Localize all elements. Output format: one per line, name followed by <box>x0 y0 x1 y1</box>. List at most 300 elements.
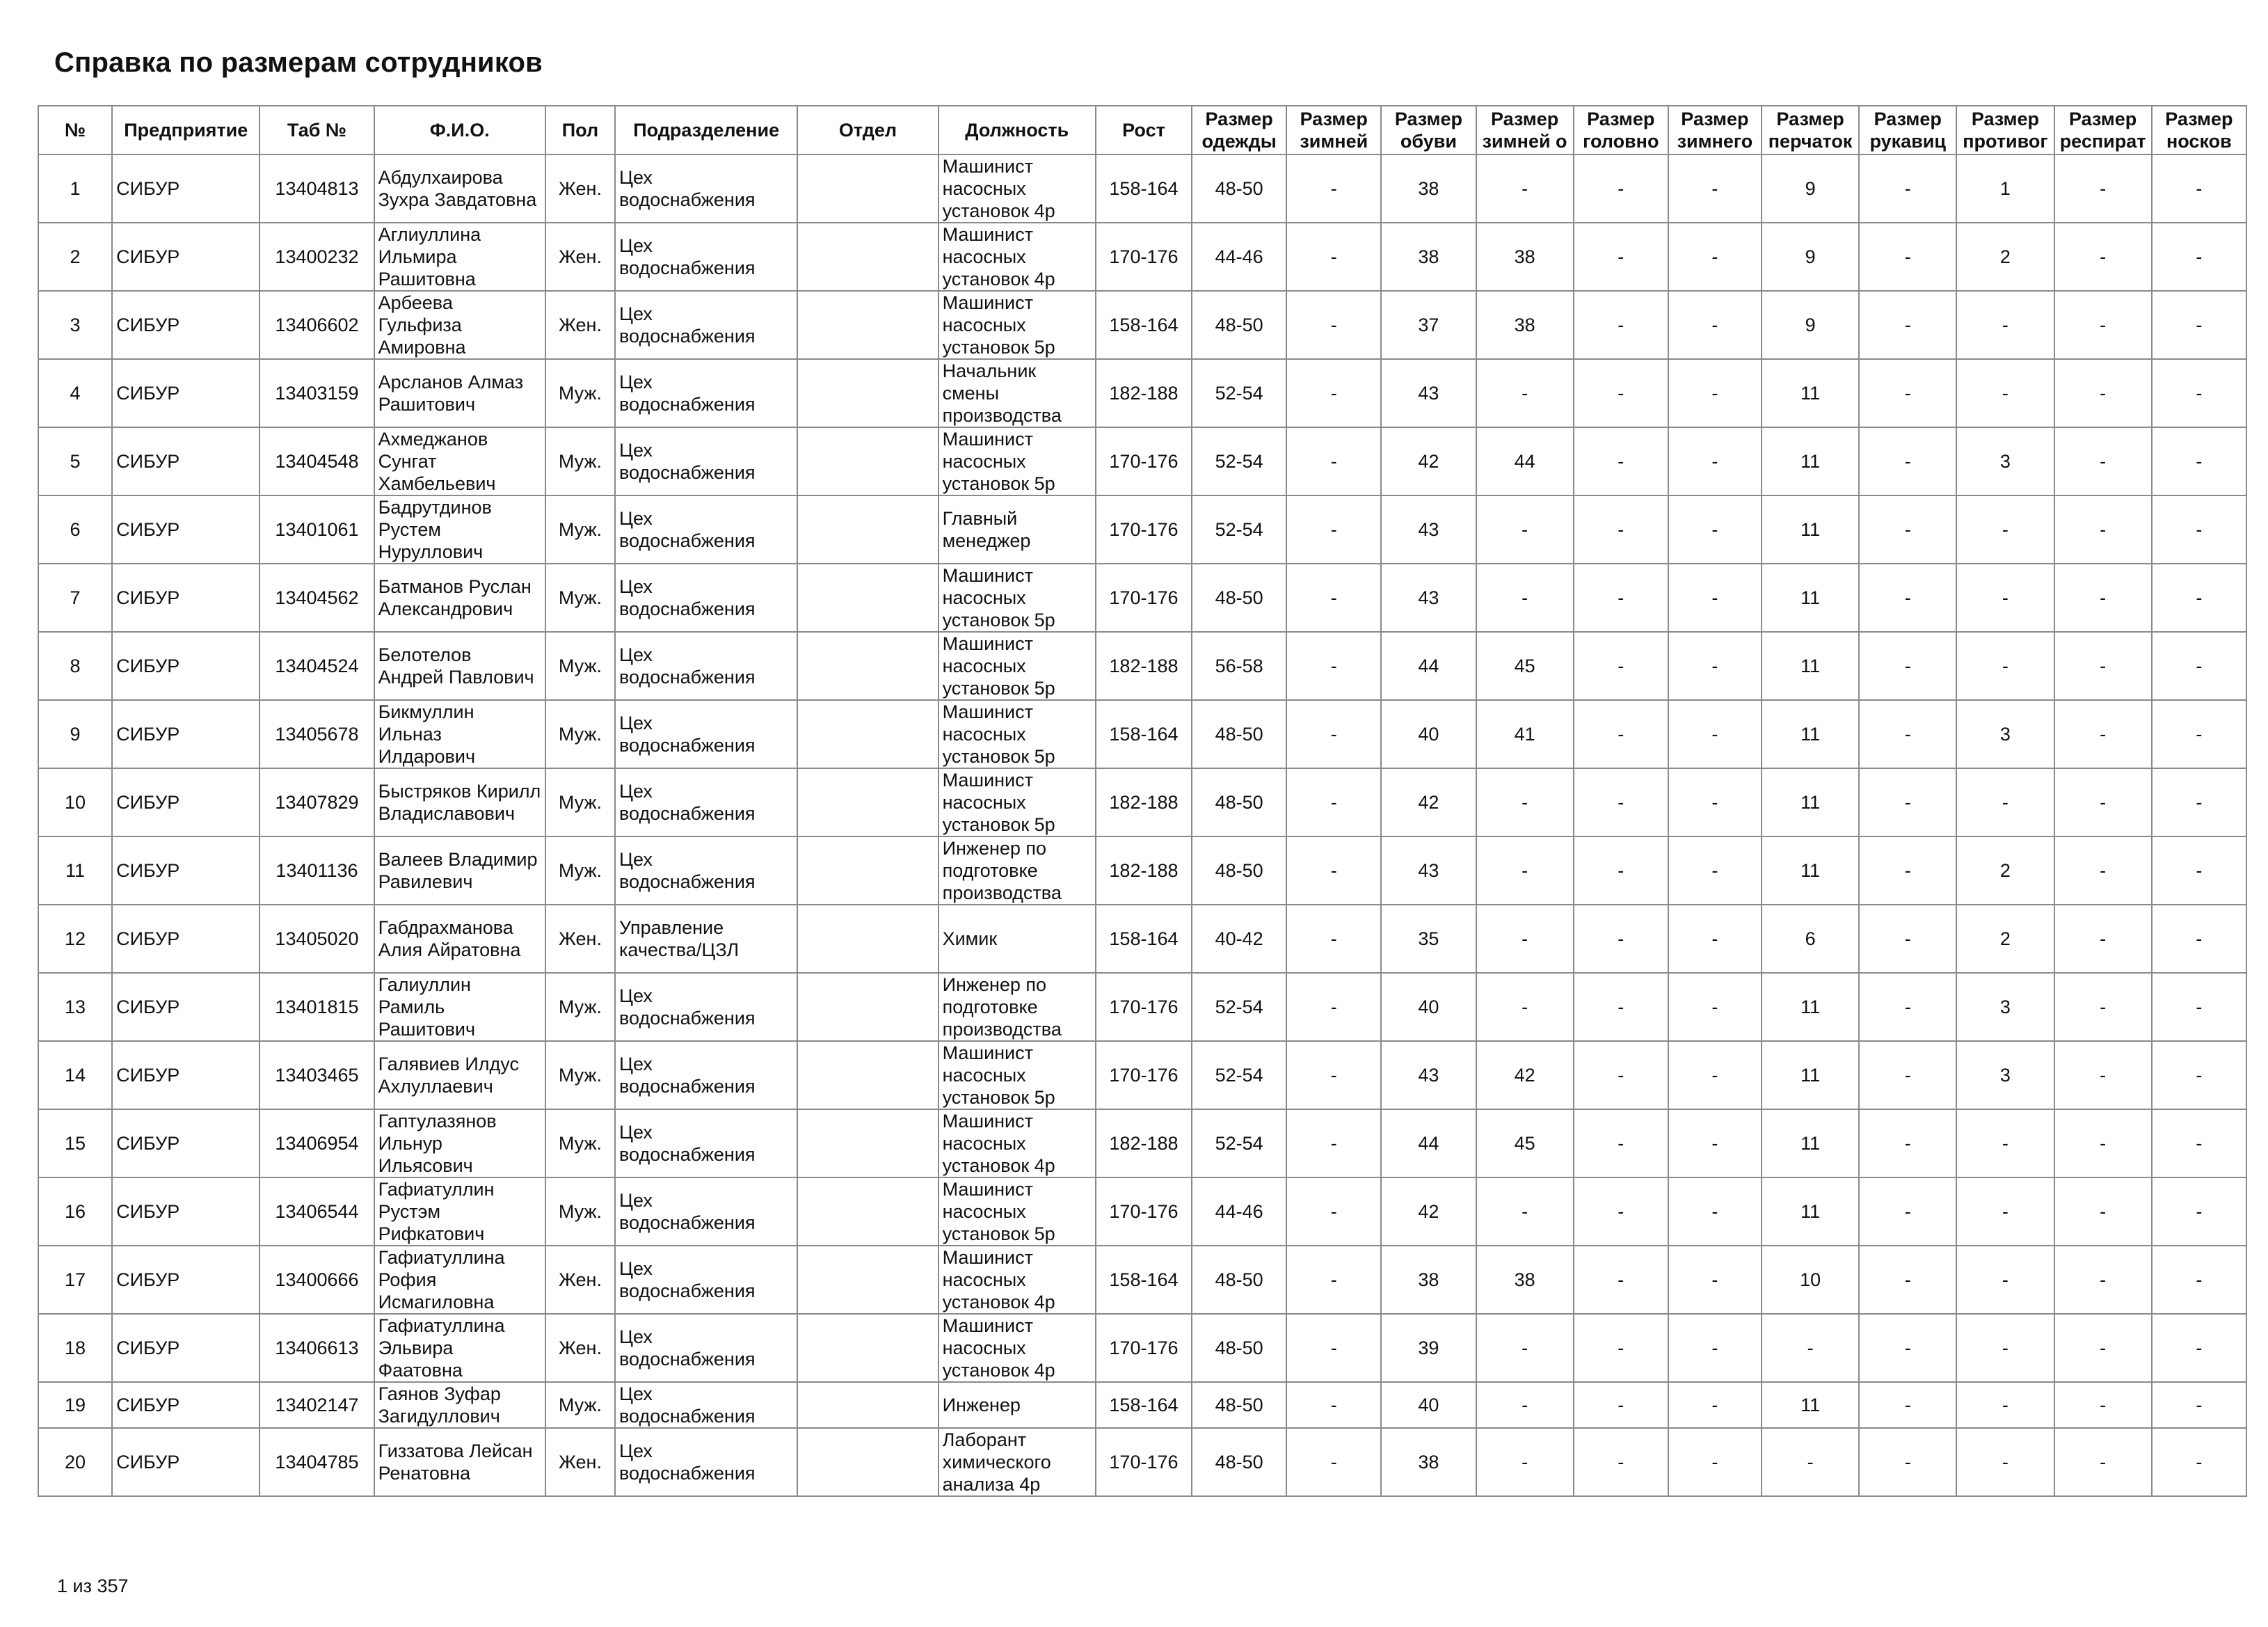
headwear-size-cell: - <box>1574 768 1668 836</box>
gas-mask-size-cell: - <box>1956 495 2054 564</box>
winter-hat-size-cell: - <box>1668 905 1762 973</box>
gas-mask-size-cell: - <box>1956 1314 2054 1382</box>
table-row <box>38 632 2246 700</box>
sex-cell: Муж. <box>545 1382 615 1428</box>
socks-size-cell: - <box>2152 1314 2246 1382</box>
gloves-size-cell: 9 <box>1762 291 1859 359</box>
headwear-size-cell: - <box>1574 427 1668 495</box>
section-cell <box>797 223 938 291</box>
position-cell: Машинист насосных установок 5р <box>939 768 1096 836</box>
socks-size-header: Размер носков <box>2152 106 2246 154</box>
height-cell: 170-176 <box>1096 1428 1192 1496</box>
height-header: Рост <box>1096 106 1192 154</box>
winter-shoe-size-cell: - <box>1476 973 1574 1041</box>
position-cell: Машинист насосных установок 5р <box>939 564 1096 632</box>
row-number-cell: 17 <box>38 1246 112 1314</box>
section-cell <box>797 154 938 223</box>
shoe-size-cell: 43 <box>1381 836 1476 905</box>
clothing-size-cell: 52-54 <box>1192 427 1286 495</box>
section-cell <box>797 1177 938 1246</box>
mittens-size-cell: - <box>1859 359 1956 427</box>
winter-clothing-size-cell: - <box>1286 1382 1381 1428</box>
clothing-size-cell: 48-50 <box>1192 564 1286 632</box>
enterprise-cell: СИБУР <box>112 359 259 427</box>
tab-number-cell: 13400232 <box>259 223 374 291</box>
height-cell: 170-176 <box>1096 1314 1192 1382</box>
full-name-cell: Гаптулазянов Ильнур Ильясович <box>374 1109 545 1177</box>
enterprise-cell: СИБУР <box>112 427 259 495</box>
tab-number-cell: 13401136 <box>259 836 374 905</box>
table-row <box>38 427 2246 495</box>
position-cell: Главный менеджер <box>939 495 1096 564</box>
clothing-size-cell: 52-54 <box>1192 495 1286 564</box>
position-cell: Машинист насосных установок 5р <box>939 632 1096 700</box>
shoe-size-cell: 43 <box>1381 1041 1476 1109</box>
winter-clothing-size-cell: - <box>1286 700 1381 768</box>
section-cell <box>797 359 938 427</box>
enterprise-cell: СИБУР <box>112 1177 259 1246</box>
respirator-size-cell: - <box>2054 1177 2152 1246</box>
table-row <box>38 836 2246 905</box>
table-row <box>38 905 2246 973</box>
row-number-cell: 5 <box>38 427 112 495</box>
division-cell: Цех водоснабжения <box>615 1109 797 1177</box>
winter-clothing-size-cell: - <box>1286 154 1381 223</box>
division-header: Подразделение <box>615 106 797 154</box>
winter-shoe-size-cell: 45 <box>1476 632 1574 700</box>
shoe-size-cell: 44 <box>1381 632 1476 700</box>
tab-number-cell: 13400666 <box>259 1246 374 1314</box>
division-cell: Цех водоснабжения <box>615 1041 797 1109</box>
gloves-size-cell: 11 <box>1762 632 1859 700</box>
tab-number-cell: 13401815 <box>259 973 374 1041</box>
row-number-cell: 10 <box>38 768 112 836</box>
height-cell: 158-164 <box>1096 291 1192 359</box>
mittens-size-cell: - <box>1859 1314 1956 1382</box>
respirator-size-cell: - <box>2054 427 2152 495</box>
socks-size-cell: - <box>2152 700 2246 768</box>
division-cell: Цех водоснабжения <box>615 564 797 632</box>
clothing-size-cell: 48-50 <box>1192 154 1286 223</box>
division-cell: Цех водоснабжения <box>615 768 797 836</box>
position-cell: Машинист насосных установок 4р <box>939 1246 1096 1314</box>
sex-cell: Муж. <box>545 427 615 495</box>
sex-cell: Жен. <box>545 1246 615 1314</box>
mittens-size-cell: - <box>1859 291 1956 359</box>
gloves-size-cell: 11 <box>1762 768 1859 836</box>
table-row <box>38 291 2246 359</box>
winter-clothing-size-cell: - <box>1286 1314 1381 1382</box>
headwear-size-cell: - <box>1574 1109 1668 1177</box>
winter-clothing-size-cell: - <box>1286 359 1381 427</box>
socks-size-cell: - <box>2152 154 2246 223</box>
winter-shoe-size-cell: - <box>1476 564 1574 632</box>
section-cell <box>797 564 938 632</box>
table-row <box>38 768 2246 836</box>
tab-number-cell: 13404562 <box>259 564 374 632</box>
position-cell: Машинист насосных установок 5р <box>939 1177 1096 1246</box>
section-cell <box>797 1314 938 1382</box>
gloves-size-cell: 11 <box>1762 1109 1859 1177</box>
headwear-size-cell: - <box>1574 1314 1668 1382</box>
winter-hat-size-header: Размер зимнего <box>1668 106 1762 154</box>
winter-shoe-size-cell: - <box>1476 1314 1574 1382</box>
position-cell: Машинист насосных установок 5р <box>939 1041 1096 1109</box>
winter-shoe-size-cell: - <box>1476 1177 1574 1246</box>
shoe-size-cell: 42 <box>1381 1177 1476 1246</box>
clothing-size-cell: 52-54 <box>1192 1109 1286 1177</box>
position-cell: Начальник смены производства <box>939 359 1096 427</box>
winter-clothing-size-cell: - <box>1286 1428 1381 1496</box>
row-number-cell: 15 <box>38 1109 112 1177</box>
mittens-size-cell: - <box>1859 1109 1956 1177</box>
division-cell: Цех водоснабжения <box>615 1428 797 1496</box>
socks-size-cell: - <box>2152 1428 2246 1496</box>
respirator-size-cell: - <box>2054 1314 2152 1382</box>
respirator-size-header: Размер респират <box>2054 106 2152 154</box>
division-cell: Цех водоснабжения <box>615 427 797 495</box>
gas-mask-size-cell: - <box>1956 1177 2054 1246</box>
gloves-size-cell: 11 <box>1762 1041 1859 1109</box>
clothing-size-cell: 40-42 <box>1192 905 1286 973</box>
socks-size-cell: - <box>2152 1109 2246 1177</box>
height-cell: 158-164 <box>1096 1246 1192 1314</box>
mittens-size-cell: - <box>1859 836 1956 905</box>
clothing-size-cell: 48-50 <box>1192 1382 1286 1428</box>
full-name-cell: Арбеева Гульфиза Амировна <box>374 291 545 359</box>
socks-size-cell: - <box>2152 291 2246 359</box>
sex-cell: Муж. <box>545 836 615 905</box>
table-row <box>38 1109 2246 1177</box>
position-cell: Инженер по подготовке производства <box>939 973 1096 1041</box>
winter-hat-size-cell: - <box>1668 359 1762 427</box>
gloves-size-cell: 11 <box>1762 564 1859 632</box>
sex-cell: Жен. <box>545 291 615 359</box>
gloves-size-cell: 11 <box>1762 836 1859 905</box>
enterprise-cell: СИБУР <box>112 973 259 1041</box>
enterprise-cell: СИБУР <box>112 1109 259 1177</box>
mittens-size-header: Размер рукавиц <box>1859 106 1956 154</box>
full-name-cell: Батманов Руслан Александрович <box>374 564 545 632</box>
gas-mask-size-cell: - <box>1956 291 2054 359</box>
respirator-size-cell: - <box>2054 768 2152 836</box>
winter-clothing-size-cell: - <box>1286 223 1381 291</box>
winter-shoe-size-cell: - <box>1476 154 1574 223</box>
clothing-size-cell: 48-50 <box>1192 1246 1286 1314</box>
position-cell: Машинист насосных установок 4р <box>939 1314 1096 1382</box>
table-row <box>38 154 2246 223</box>
height-cell: 170-176 <box>1096 495 1192 564</box>
tab-number-cell: 13404813 <box>259 154 374 223</box>
mittens-size-cell: - <box>1859 1382 1956 1428</box>
respirator-size-cell: - <box>2054 700 2152 768</box>
sex-cell: Жен. <box>545 905 615 973</box>
gas-mask-size-cell: 1 <box>1956 154 2054 223</box>
height-cell: 170-176 <box>1096 1041 1192 1109</box>
division-cell: Цех водоснабжения <box>615 973 797 1041</box>
table-row <box>38 564 2246 632</box>
winter-hat-size-cell: - <box>1668 1314 1762 1382</box>
full-name-cell: Арсланов Алмаз Рашитович <box>374 359 545 427</box>
socks-size-cell: - <box>2152 1246 2246 1314</box>
winter-hat-size-cell: - <box>1668 223 1762 291</box>
position-cell: Машинист насосных установок 5р <box>939 700 1096 768</box>
tab-number-cell: 13404548 <box>259 427 374 495</box>
table-row <box>38 359 2246 427</box>
winter-hat-size-cell: - <box>1668 768 1762 836</box>
enterprise-cell: СИБУР <box>112 700 259 768</box>
mittens-size-cell: - <box>1859 1177 1956 1246</box>
winter-clothing-size-cell: - <box>1286 768 1381 836</box>
winter-hat-size-cell: - <box>1668 1109 1762 1177</box>
winter-shoe-size-cell: 38 <box>1476 223 1574 291</box>
headwear-size-cell: - <box>1574 359 1668 427</box>
clothing-size-cell: 52-54 <box>1192 1041 1286 1109</box>
full-name-cell: Гафиатуллин Рустэм Рифкатович <box>374 1177 545 1246</box>
winter-shoe-size-cell: 41 <box>1476 700 1574 768</box>
sex-cell: Муж. <box>545 632 615 700</box>
enterprise-cell: СИБУР <box>112 1041 259 1109</box>
respirator-size-cell: - <box>2054 836 2152 905</box>
height-cell: 158-164 <box>1096 905 1192 973</box>
mittens-size-cell: - <box>1859 564 1956 632</box>
winter-clothing-size-cell: - <box>1286 1246 1381 1314</box>
shoe-size-header: Размер обуви <box>1381 106 1476 154</box>
full-name-header: Ф.И.О. <box>374 106 545 154</box>
tab-number-cell: 13401061 <box>259 495 374 564</box>
enterprise-cell: СИБУР <box>112 154 259 223</box>
gloves-size-cell: 11 <box>1762 973 1859 1041</box>
winter-shoe-size-cell: - <box>1476 836 1574 905</box>
winter-shoe-size-cell: - <box>1476 359 1574 427</box>
shoe-size-cell: 38 <box>1381 154 1476 223</box>
winter-clothing-size-cell: - <box>1286 836 1381 905</box>
position-cell: Инженер <box>939 1382 1096 1428</box>
headwear-size-cell: - <box>1574 1177 1668 1246</box>
winter-clothing-size-cell: - <box>1286 1177 1381 1246</box>
division-cell: Цех водоснабжения <box>615 223 797 291</box>
section-cell <box>797 700 938 768</box>
socks-size-cell: - <box>2152 564 2246 632</box>
headwear-size-cell: - <box>1574 1246 1668 1314</box>
socks-size-cell: - <box>2152 973 2246 1041</box>
respirator-size-cell: - <box>2054 1428 2152 1496</box>
mittens-size-cell: - <box>1859 223 1956 291</box>
sex-cell: Муж. <box>545 973 615 1041</box>
winter-shoe-size-cell: - <box>1476 768 1574 836</box>
section-cell <box>797 495 938 564</box>
full-name-cell: Габдрахманова Алия Айратовна <box>374 905 545 973</box>
table-row <box>38 1382 2246 1428</box>
section-cell <box>797 1382 938 1428</box>
tab-number-cell: 13403159 <box>259 359 374 427</box>
height-cell: 158-164 <box>1096 1382 1192 1428</box>
section-cell <box>797 905 938 973</box>
tab-number-cell: 13405020 <box>259 905 374 973</box>
row-number-cell: 3 <box>38 291 112 359</box>
sizes-table <box>38 105 2247 1497</box>
position-cell: Машинист насосных установок 5р <box>939 291 1096 359</box>
mittens-size-cell: - <box>1859 427 1956 495</box>
enterprise-cell: СИБУР <box>112 768 259 836</box>
headwear-size-cell: - <box>1574 632 1668 700</box>
socks-size-cell: - <box>2152 905 2246 973</box>
winter-shoe-size-cell: 38 <box>1476 291 1574 359</box>
socks-size-cell: - <box>2152 768 2246 836</box>
row-number-cell: 6 <box>38 495 112 564</box>
position-cell: Машинист насосных установок 4р <box>939 223 1096 291</box>
winter-shoe-size-header: Размер зимней о <box>1476 106 1574 154</box>
section-cell <box>797 427 938 495</box>
winter-shoe-size-cell: 42 <box>1476 1041 1574 1109</box>
division-cell: Цех водоснабжения <box>615 836 797 905</box>
sex-cell: Муж. <box>545 700 615 768</box>
sex-cell: Муж. <box>545 359 615 427</box>
respirator-size-cell: - <box>2054 223 2152 291</box>
winter-shoe-size-cell: - <box>1476 905 1574 973</box>
row-number-cell: 19 <box>38 1382 112 1428</box>
winter-hat-size-cell: - <box>1668 1428 1762 1496</box>
gloves-size-cell: 11 <box>1762 495 1859 564</box>
division-cell: Цех водоснабжения <box>615 1314 797 1382</box>
headwear-size-cell: - <box>1574 700 1668 768</box>
winter-shoe-size-cell: - <box>1476 1428 1574 1496</box>
row-number-cell: 18 <box>38 1314 112 1382</box>
tab-number-cell: 13404524 <box>259 632 374 700</box>
shoe-size-cell: 40 <box>1381 700 1476 768</box>
height-cell: 182-188 <box>1096 768 1192 836</box>
gloves-size-cell: 9 <box>1762 154 1859 223</box>
full-name-cell: Бадрутдинов Рустем Нуруллович <box>374 495 545 564</box>
gloves-size-cell: 10 <box>1762 1246 1859 1314</box>
sex-cell: Жен. <box>545 1314 615 1382</box>
full-name-cell: Галиуллин Рамиль Рашитович <box>374 973 545 1041</box>
winter-hat-size-cell: - <box>1668 495 1762 564</box>
tab-number-cell: 13404785 <box>259 1428 374 1496</box>
headwear-size-cell: - <box>1574 291 1668 359</box>
full-name-cell: Гафиатуллина Эльвира Фаатовна <box>374 1314 545 1382</box>
respirator-size-cell: - <box>2054 1246 2152 1314</box>
socks-size-cell: - <box>2152 427 2246 495</box>
gas-mask-size-cell: 3 <box>1956 1041 2054 1109</box>
headwear-size-cell: - <box>1574 1382 1668 1428</box>
gas-mask-size-header: Размер противог <box>1956 106 2054 154</box>
tab-number-cell: 13405678 <box>259 700 374 768</box>
mittens-size-cell: - <box>1859 495 1956 564</box>
height-cell: 170-176 <box>1096 223 1192 291</box>
division-cell: Цех водоснабжения <box>615 700 797 768</box>
full-name-cell: Гиззатова Лейсан Ренатовна <box>374 1428 545 1496</box>
row-number-cell: 7 <box>38 564 112 632</box>
table-row <box>38 495 2246 564</box>
mittens-size-cell: - <box>1859 700 1956 768</box>
row-number-cell: 13 <box>38 973 112 1041</box>
clothing-size-cell: 48-50 <box>1192 1314 1286 1382</box>
row-number-cell: 4 <box>38 359 112 427</box>
height-cell: 170-176 <box>1096 973 1192 1041</box>
full-name-cell: Гаянов Зуфар Загидуллович <box>374 1382 545 1428</box>
sex-cell: Жен. <box>545 223 615 291</box>
mittens-size-cell: - <box>1859 1041 1956 1109</box>
gloves-size-cell: - <box>1762 1428 1859 1496</box>
socks-size-cell: - <box>2152 632 2246 700</box>
socks-size-cell: - <box>2152 495 2246 564</box>
respirator-size-cell: - <box>2054 495 2152 564</box>
sex-cell: Муж. <box>545 564 615 632</box>
height-cell: 182-188 <box>1096 836 1192 905</box>
winter-hat-size-cell: - <box>1668 564 1762 632</box>
tab-number-cell: 13402147 <box>259 1382 374 1428</box>
clothing-size-cell: 48-50 <box>1192 1428 1286 1496</box>
gloves-size-header: Размер перчаток <box>1762 106 1859 154</box>
table-row <box>38 223 2246 291</box>
gloves-size-cell: 11 <box>1762 359 1859 427</box>
height-cell: 182-188 <box>1096 1109 1192 1177</box>
gas-mask-size-cell: - <box>1956 359 2054 427</box>
socks-size-cell: - <box>2152 1041 2246 1109</box>
full-name-cell: Ахмеджанов Сунгат Хамбельевич <box>374 427 545 495</box>
clothing-size-cell: 52-54 <box>1192 973 1286 1041</box>
row-number-cell: 8 <box>38 632 112 700</box>
tab-number-cell: 13406602 <box>259 291 374 359</box>
respirator-size-cell: - <box>2054 359 2152 427</box>
enterprise-cell: СИБУР <box>112 223 259 291</box>
headwear-size-cell: - <box>1574 154 1668 223</box>
row-number-cell: 14 <box>38 1041 112 1109</box>
section-header: Отдел <box>797 106 938 154</box>
height-cell: 170-176 <box>1096 1177 1192 1246</box>
enterprise-cell: СИБУР <box>112 291 259 359</box>
clothing-size-cell: 56-58 <box>1192 632 1286 700</box>
shoe-size-cell: 43 <box>1381 495 1476 564</box>
division-cell: Управление качества/ЦЗЛ <box>615 905 797 973</box>
headwear-size-cell: - <box>1574 1041 1668 1109</box>
socks-size-cell: - <box>2152 223 2246 291</box>
headwear-size-cell: - <box>1574 495 1668 564</box>
shoe-size-cell: 38 <box>1381 1246 1476 1314</box>
page-indicator: 1 из 357 <box>57 1576 129 1596</box>
table-row <box>38 973 2246 1041</box>
division-cell: Цех водоснабжения <box>615 154 797 223</box>
height-cell: 182-188 <box>1096 632 1192 700</box>
sex-cell: Жен. <box>545 154 615 223</box>
tab-number-cell: 13406613 <box>259 1314 374 1382</box>
respirator-size-cell: - <box>2054 973 2152 1041</box>
winter-hat-size-cell: - <box>1668 973 1762 1041</box>
headwear-size-cell: - <box>1574 1428 1668 1496</box>
headwear-size-cell: - <box>1574 836 1668 905</box>
tab-number-cell: 13406544 <box>259 1177 374 1246</box>
winter-hat-size-cell: - <box>1668 1382 1762 1428</box>
position-cell: Лаборант химического анализа 4р <box>939 1428 1096 1496</box>
row-number-cell: 11 <box>38 836 112 905</box>
division-cell: Цех водоснабжения <box>615 1246 797 1314</box>
respirator-size-cell: - <box>2054 1382 2152 1428</box>
mittens-size-cell: - <box>1859 973 1956 1041</box>
table-row <box>38 1246 2246 1314</box>
winter-clothing-size-header: Размер зимней <box>1286 106 1381 154</box>
report-title: Справка по размерам сотрудников <box>54 47 543 78</box>
section-cell <box>797 1428 938 1496</box>
winter-hat-size-cell: - <box>1668 1041 1762 1109</box>
socks-size-cell: - <box>2152 836 2246 905</box>
shoe-size-cell: 40 <box>1381 1382 1476 1428</box>
socks-size-cell: - <box>2152 359 2246 427</box>
respirator-size-cell: - <box>2054 1041 2152 1109</box>
row-number-cell: 2 <box>38 223 112 291</box>
tab-number-cell: 13403465 <box>259 1041 374 1109</box>
gas-mask-size-cell: - <box>1956 632 2054 700</box>
